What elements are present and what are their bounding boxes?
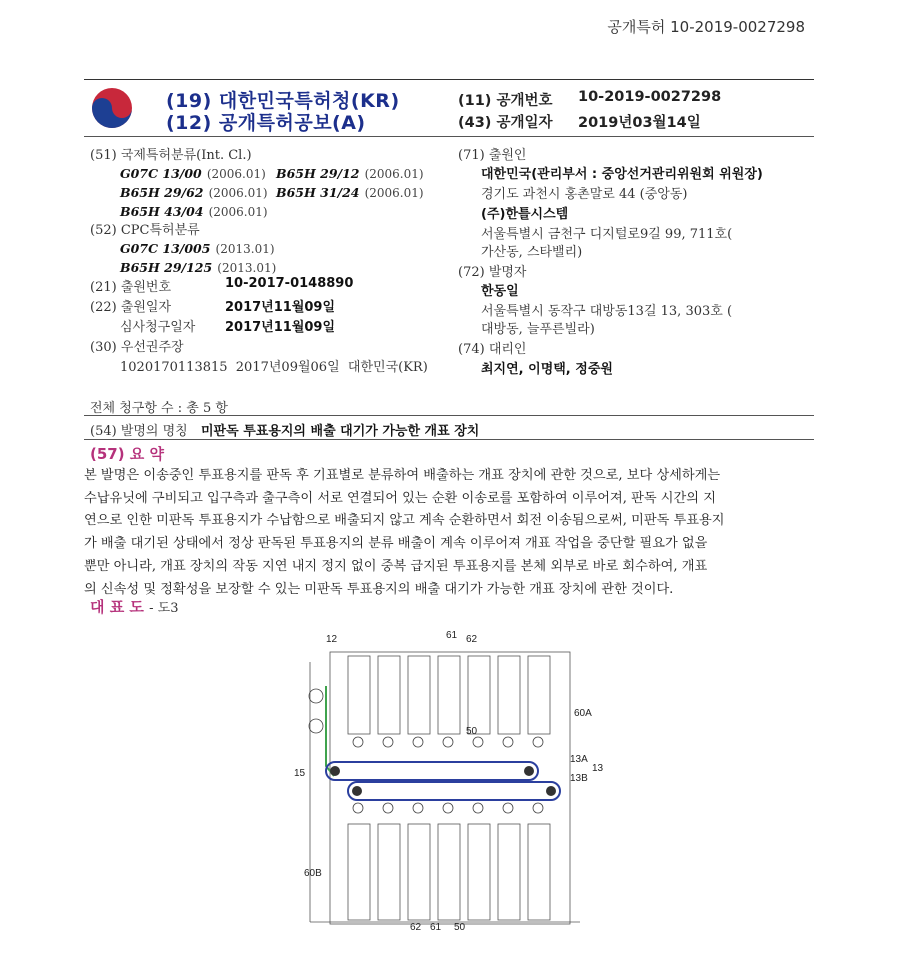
figure-label-61: 61 (446, 630, 458, 641)
applicant-1-address: 경기도 과천시 홍촌말로 44 (중앙동) (481, 187, 688, 202)
app-date: 2017년11월09일 (225, 300, 336, 315)
figure-label-13: 13 (592, 763, 604, 774)
exam-date: 2017년11월09일 (225, 320, 336, 335)
applicant-2-name: (주)한틀시스템 (481, 207, 569, 222)
claims-rule (84, 415, 814, 416)
top-rule (84, 79, 814, 80)
gazette-type: (12) 공개특허공보(A) (166, 112, 366, 134)
representative-figure (90, 596, 179, 617)
cpc-row-1 (120, 238, 275, 257)
abstract-line: 뿐만 아니라, 개표 장치의 작동 지연 내지 정지 없이 중복 급지된 투표용지를 본체 외부로 바로 회수하여, 개표 (84, 558, 708, 574)
figure-label-13a: 13A (570, 754, 588, 765)
rep-label: 대 표 도 (90, 598, 144, 616)
exam-date-label: 심사청구일자 (120, 320, 196, 335)
priority: 1020170113815 2017년09월06일 대한민국(KR) (120, 360, 428, 375)
ipc-date: (2006.01) (364, 167, 424, 181)
inventor-name: 한동일 (481, 284, 519, 299)
agent-names: 최지연, 이명택, 정중원 (481, 362, 613, 377)
figure-label-60a: 60A (574, 708, 592, 719)
ipc-code: B65H 29/12 (276, 166, 360, 181)
cpc-code: B65H 29/125 (120, 260, 213, 275)
applicant-2-address-2: 가산동, 스타밸리) (481, 245, 583, 260)
abstract-body (84, 465, 816, 601)
figure-label-50: 50 (466, 726, 478, 737)
int-cl-label: (51) 국제특허분류(Int. Cl.) (90, 148, 252, 163)
ipc-code: B65H 31/24 (276, 185, 360, 200)
figure-label-60b: 60B (304, 868, 322, 879)
app-no-label: (21) 출원번호 (90, 280, 172, 295)
abstract-line: 연으로 인한 미판독 투표용지가 수납함으로 배출되지 않고 계속 순환하면서 회전 이송됨으로써, 미판독 투표용지 (84, 513, 725, 529)
abstract-line: 의 신속성 및 정확성을 보장할 수 있는 미판독 투표용지의 배출 대기가 가능한 개표 장치에 관한 것이다. (84, 581, 674, 597)
int-cl-row-1b (276, 163, 424, 182)
figure-label-13b: 13B (570, 773, 588, 784)
ipc-date: (2006.01) (208, 205, 268, 219)
pub-no: 10-2019-0027298 (578, 89, 722, 105)
ipc-code: G07C 13/00 (120, 166, 202, 181)
abstract-line: 수납유닛에 구비되고 입구측과 출구측이 서로 연결되어 있는 순환 이송로를 포함하여 이루어져, 판독 시간의 지 (84, 490, 716, 506)
pub-date: 2019년03월14일 (578, 115, 701, 131)
agent-label: (74) 대리인 (458, 342, 527, 357)
int-cl-row-1 (120, 163, 266, 182)
int-cl-row-3 (120, 201, 268, 220)
cpc-row-2 (120, 257, 276, 276)
figure-label-61b: 61 (430, 922, 442, 933)
abstract-heading: (57) 요 약 (90, 445, 165, 463)
figure-label-15: 15 (294, 768, 306, 779)
cpc-label: (52) CPC특허분류 (90, 223, 200, 238)
cpc-code: G07C 13/005 (120, 241, 211, 256)
inventor-address-1: 서울특별시 동작구 대방동13길 13, 303호 ( (481, 304, 733, 319)
pub-no-label: (11) 공개번호 (458, 93, 553, 109)
priority-label: (30) 우선권주장 (90, 340, 184, 355)
invention-title: 미판독 투표용지의 배출 대기가 가능한 개표 장치 (201, 424, 480, 439)
pub-date-label: (43) 공개일자 (458, 115, 553, 131)
applicant-label: (71) 출원인 (458, 148, 527, 163)
ipc-date: (2006.01) (206, 167, 266, 181)
figure-label-12: 12 (326, 634, 338, 645)
int-cl-row-2 (120, 182, 268, 201)
app-no: 10-2017-0148890 (225, 276, 354, 291)
patent-drawing (290, 626, 610, 936)
inventor-address-2: 대방동, 늘푸른빌라) (481, 322, 595, 337)
applicant-1-name: 대한민국(관리부서 : 중앙선거관리위원회 위원장) (481, 167, 763, 182)
ipc-code: B65H 29/62 (120, 185, 204, 200)
header-rule (84, 136, 814, 137)
document-number: 공개특허 10-2019-0027298 (607, 18, 805, 36)
cpc-date: (2013.01) (217, 261, 277, 275)
title-rule (84, 439, 814, 440)
kipo-taegeuk-logo-icon (90, 86, 134, 130)
figure-label-62b: 62 (410, 922, 422, 933)
abstract-line: 가 배출 대기된 상태에서 정상 판독된 투표용지의 분류 배출이 계속 이루어져 개표 작업을 중단할 필요가 없을 (84, 536, 708, 552)
claims-count: 전체 청구항 수 : 총 5 항 (90, 401, 228, 416)
int-cl-row-2b (276, 182, 424, 201)
cpc-date: (2013.01) (215, 242, 275, 256)
abstract-line: 본 발명은 이송중인 투표용지를 판독 후 기표별로 분류하여 배출하는 개표 장치에 관한 것으로, 보다 상세하게는 (84, 468, 721, 483)
inventor-label: (72) 발명자 (458, 265, 527, 280)
office-name: (19) 대한민국특허청(KR) (166, 90, 400, 112)
ipc-code: B65H 43/04 (120, 204, 204, 219)
ipc-date: (2006.01) (208, 186, 268, 200)
title-label: (54) 발명의 명칭 (90, 424, 188, 439)
rep-value: - 도3 (149, 601, 179, 616)
applicant-2-address-1: 서울특별시 금천구 디지털로9길 99, 711호( (481, 227, 733, 242)
app-date-label: (22) 출원일자 (90, 300, 172, 315)
figure-label-50b: 50 (454, 922, 466, 933)
ipc-date: (2006.01) (364, 186, 424, 200)
figure-label-62: 62 (466, 634, 478, 645)
